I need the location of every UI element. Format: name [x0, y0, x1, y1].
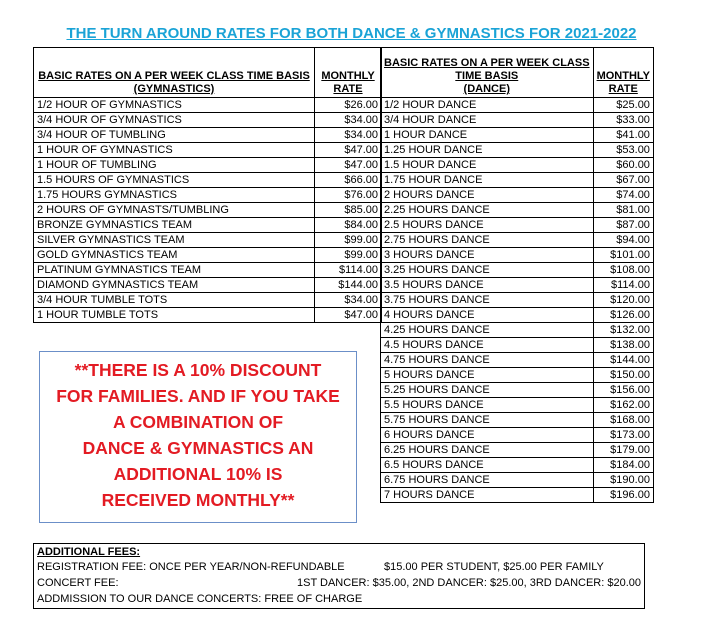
dance-rates-table: [380, 47, 654, 503]
dance-monthly-rate: $144.00: [593, 353, 653, 368]
dance-row: [381, 353, 654, 368]
dance-monthly-rate: $162.00: [593, 398, 653, 413]
concert-fee-label: CONCERT FEE:: [37, 577, 119, 589]
gymnastics-monthly-rate: $99.00: [315, 248, 382, 263]
dance-row: [381, 233, 654, 248]
dance-monthly-rate: $126.00: [593, 308, 653, 323]
dance-row: [381, 248, 654, 263]
gymnastics-class-name: PLATINUM GYMNASTICS TEAM: [34, 263, 315, 278]
gymnastics-header-right: MONTHLY RATE: [315, 48, 382, 98]
gymnastics-monthly-rate: $34.00: [315, 128, 382, 143]
page-title: THE TURN AROUND RATES FOR BOTH DANCE & GYMNASTICS FOR 2021-2022: [66, 25, 637, 42]
dance-row: [381, 113, 654, 128]
dance-monthly-rate: $87.00: [593, 218, 653, 233]
dance-monthly-rate: $150.00: [593, 368, 653, 383]
gymnastics-monthly-rate: $26.00: [315, 98, 382, 113]
discount-line: RECEIVED MONTHLY**: [101, 490, 295, 510]
dance-row: [381, 158, 654, 173]
gymnastics-monthly-rate: $47.00: [315, 158, 382, 173]
gymnastics-class-name: 1.75 HOURS GYMNASTICS: [34, 188, 315, 203]
gymnastics-row: [34, 113, 382, 128]
gymnastics-row: [34, 158, 382, 173]
dance-class-name: 5.75 HOURS DANCE: [381, 413, 594, 428]
dance-class-name: 1.5 HOUR DANCE: [381, 158, 594, 173]
dance-row: [381, 218, 654, 233]
gymnastics-class-name: 1/2 HOUR OF GYMNASTICS: [34, 98, 315, 113]
dance-header-left: BASIC RATES ON A PER WEEK CLASS TIME BASIS (DANCE): [381, 48, 594, 98]
dance-row: [381, 428, 654, 443]
dance-class-name: 5 HOURS DANCE: [381, 368, 594, 383]
dance-class-name: 2.75 HOURS DANCE: [381, 233, 594, 248]
gymnastics-row: [34, 128, 382, 143]
dance-class-name: 6.5 HOURS DANCE: [381, 458, 594, 473]
dance-row: [381, 338, 654, 353]
additional-fees-box: [33, 543, 645, 609]
dance-class-name: 6.75 HOURS DANCE: [381, 473, 594, 488]
discount-line: DANCE & GYMNASTICS AN: [82, 438, 314, 458]
dance-monthly-rate: $168.00: [593, 413, 653, 428]
discount-line: ADDITIONAL 10% IS: [113, 464, 283, 484]
gymnastics-class-name: 3/4 HOUR OF GYMNASTICS: [34, 113, 315, 128]
gymnastics-row: [34, 218, 382, 233]
gymnastics-class-name: GOLD GYMNASTICS TEAM: [34, 248, 315, 263]
dance-monthly-rate: $114.00: [593, 278, 653, 293]
dance-row: [381, 188, 654, 203]
dance-class-name: 6.25 HOURS DANCE: [381, 443, 594, 458]
dance-class-name: 4.25 HOURS DANCE: [381, 323, 594, 338]
dance-row: [381, 323, 654, 338]
dance-row: [381, 263, 654, 278]
gymnastics-rates-table: [33, 47, 382, 323]
dance-row: [381, 488, 654, 503]
dance-monthly-rate: $33.00: [593, 113, 653, 128]
concert-fee-value: 1ST DANCER: $35.00, 2ND DANCER: $25.00, 3RD DANCER: $20.00: [297, 577, 641, 589]
dance-monthly-rate: $53.00: [593, 143, 653, 158]
dance-monthly-rate: $25.00: [593, 98, 653, 113]
gymnastics-class-name: 1 HOUR OF GYMNASTICS: [34, 143, 315, 158]
dance-monthly-rate: $74.00: [593, 188, 653, 203]
dance-row: [381, 293, 654, 308]
discount-line: **THERE IS A 10% DISCOUNT: [74, 360, 322, 380]
gymnastics-row: [34, 233, 382, 248]
gymnastics-class-name: DIAMOND GYMNASTICS TEAM: [34, 278, 315, 293]
gymnastics-class-name: 1 HOUR OF TUMBLING: [34, 158, 315, 173]
dance-monthly-rate: $132.00: [593, 323, 653, 338]
dance-monthly-rate: $60.00: [593, 158, 653, 173]
gymnastics-monthly-rate: $85.00: [315, 203, 382, 218]
gymnastics-monthly-rate: $76.00: [315, 188, 382, 203]
dance-class-name: 4.5 HOURS DANCE: [381, 338, 594, 353]
dance-monthly-rate: $173.00: [593, 428, 653, 443]
gymnastics-class-name: 1 HOUR TUMBLE TOTS: [34, 308, 315, 323]
gymnastics-monthly-rate: $99.00: [315, 233, 382, 248]
dance-class-name: 3.5 HOURS DANCE: [381, 278, 594, 293]
gymnastics-row: [34, 278, 382, 293]
gymnastics-row: [34, 203, 382, 218]
dance-row: [381, 278, 654, 293]
dance-monthly-rate: $94.00: [593, 233, 653, 248]
dance-class-name: 2.25 HOURS DANCE: [381, 203, 594, 218]
gymnastics-row: [34, 173, 382, 188]
dance-class-name: 3/4 HOUR DANCE: [381, 113, 594, 128]
dance-class-name: 3.25 HOURS DANCE: [381, 263, 594, 278]
fees-heading: ADDITIONAL FEES:: [37, 546, 141, 558]
dance-class-name: 1 HOUR DANCE: [381, 128, 594, 143]
gymnastics-row: [34, 98, 382, 113]
gymnastics-class-name: 3/4 HOUR OF TUMBLING: [34, 128, 315, 143]
dance-header-right: MONTHLY RATE: [593, 48, 653, 98]
gymnastics-monthly-rate: $34.00: [315, 293, 382, 308]
discount-line: FOR FAMILIES. AND IF YOU TAKE: [56, 386, 340, 406]
gymnastics-header-left: BASIC RATES ON A PER WEEK CLASS TIME BASIS (GYMNASTICS): [34, 48, 315, 98]
gymnastics-monthly-rate: $47.00: [315, 143, 382, 158]
gymnastics-class-name: BRONZE GYMNASTICS TEAM: [34, 218, 315, 233]
dance-row: [381, 308, 654, 323]
dance-class-name: 6 HOURS DANCE: [381, 428, 594, 443]
dance-monthly-rate: $190.00: [593, 473, 653, 488]
gymnastics-monthly-rate: $144.00: [315, 278, 382, 293]
gymnastics-class-name: 3/4 HOUR TUMBLE TOTS: [34, 293, 315, 308]
gymnastics-row: [34, 248, 382, 263]
dance-row: [381, 203, 654, 218]
gymnastics-row: [34, 293, 382, 308]
gymnastics-row: [34, 143, 382, 158]
gymnastics-monthly-rate: $84.00: [315, 218, 382, 233]
dance-row: [381, 128, 654, 143]
gymnastics-class-name: 2 HOURS OF GYMNASTS/TUMBLING: [34, 203, 315, 218]
registration-fee-label: REGISTRATION FEE: ONCE PER YEAR/NON-REFUNDABLE: [37, 561, 345, 573]
dance-class-name: 7 HOURS DANCE: [381, 488, 594, 503]
gymnastics-row: [34, 263, 382, 278]
dance-monthly-rate: $120.00: [593, 293, 653, 308]
dance-class-name: 2.5 HOURS DANCE: [381, 218, 594, 233]
dance-class-name: 1.75 HOUR DANCE: [381, 173, 594, 188]
discount-line: A COMBINATION OF: [112, 412, 284, 432]
dance-row: [381, 173, 654, 188]
dance-monthly-rate: $196.00: [593, 488, 653, 503]
dance-row: [381, 398, 654, 413]
gymnastics-monthly-rate: $34.00: [315, 113, 382, 128]
dance-class-name: 1.25 HOUR DANCE: [381, 143, 594, 158]
dance-class-name: 3 HOURS DANCE: [381, 248, 594, 263]
dance-class-name: 5.5 HOURS DANCE: [381, 398, 594, 413]
gymnastics-monthly-rate: $66.00: [315, 173, 382, 188]
dance-row: [381, 143, 654, 158]
dance-monthly-rate: $184.00: [593, 458, 653, 473]
gymnastics-row: [34, 308, 382, 323]
dance-monthly-rate: $81.00: [593, 203, 653, 218]
dance-class-name: 4.75 HOURS DANCE: [381, 353, 594, 368]
admission-note: ADDMISSION TO OUR DANCE CONCERTS: FREE OF CHARGE: [37, 593, 363, 605]
dance-class-name: 1/2 HOUR DANCE: [381, 98, 594, 113]
dance-monthly-rate: $108.00: [593, 263, 653, 278]
dance-monthly-rate: $179.00: [593, 443, 653, 458]
dance-row: [381, 368, 654, 383]
dance-class-name: 4 HOURS DANCE: [381, 308, 594, 323]
dance-monthly-rate: $41.00: [593, 128, 653, 143]
dance-row: [381, 443, 654, 458]
dance-monthly-rate: $156.00: [593, 383, 653, 398]
dance-row: [381, 413, 654, 428]
dance-row: [381, 98, 654, 113]
gymnastics-row: [34, 188, 382, 203]
gymnastics-class-name: 1.5 HOURS OF GYMNASTICS: [34, 173, 315, 188]
dance-row: [381, 473, 654, 488]
discount-notice: [39, 351, 357, 523]
registration-fee-value: $15.00 PER STUDENT, $25.00 PER FAMILY: [384, 561, 604, 573]
gymnastics-monthly-rate: $114.00: [315, 263, 382, 278]
dance-class-name: 5.25 HOURS DANCE: [381, 383, 594, 398]
dance-row: [381, 458, 654, 473]
dance-monthly-rate: $67.00: [593, 173, 653, 188]
dance-class-name: 2 HOURS DANCE: [381, 188, 594, 203]
gymnastics-monthly-rate: $47.00: [315, 308, 382, 323]
gymnastics-class-name: SILVER GYMNASTICS TEAM: [34, 233, 315, 248]
dance-class-name: 3.75 HOURS DANCE: [381, 293, 594, 308]
dance-monthly-rate: $101.00: [593, 248, 653, 263]
dance-monthly-rate: $138.00: [593, 338, 653, 353]
dance-row: [381, 383, 654, 398]
